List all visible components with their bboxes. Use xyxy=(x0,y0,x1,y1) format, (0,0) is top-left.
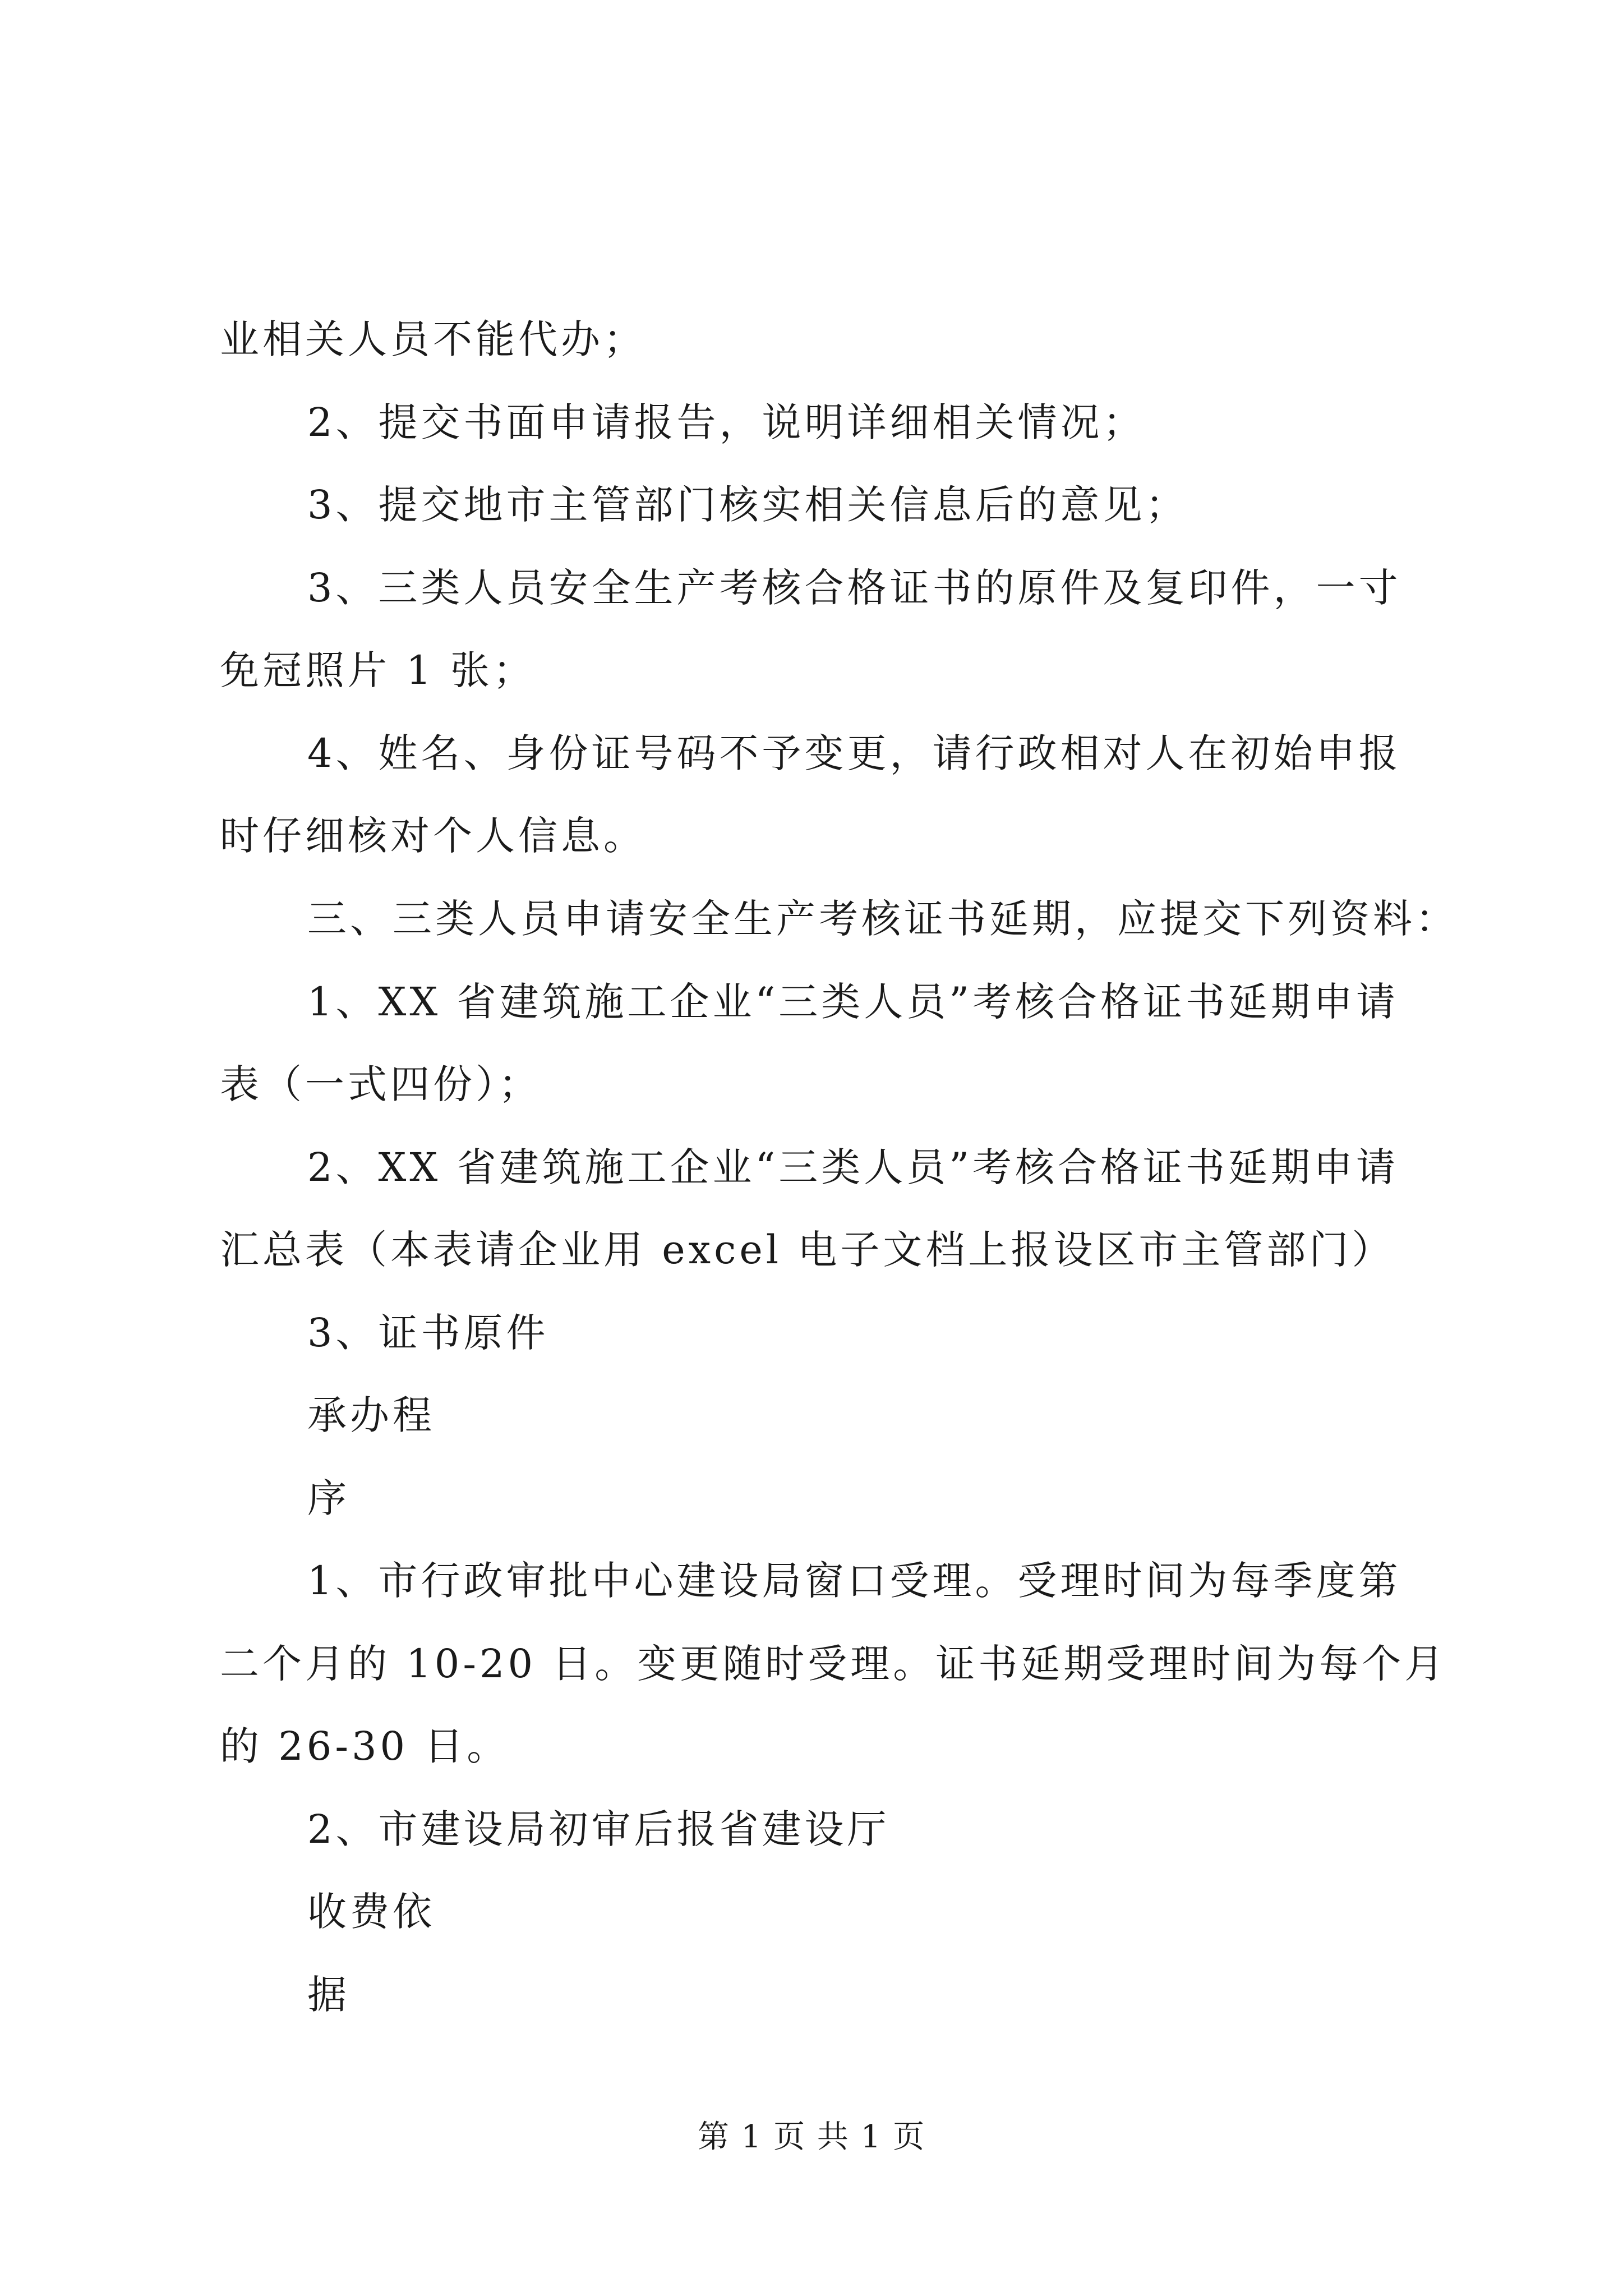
paragraph-line: 承办程 xyxy=(307,1392,435,1438)
paragraph-line: 时仔细核对个人信息。 xyxy=(220,813,646,859)
paragraph-line: 3、证书原件 xyxy=(307,1310,549,1356)
paragraph-line: 汇总表（本表请企业用 excel 电子文档上报设区市主管部门） xyxy=(220,1227,1395,1273)
paragraph-line: 业相关人员不能代办； xyxy=(220,316,646,362)
paragraph-line: 4、姓名、身份证号码不予变更，请行政相对人在初始申报 xyxy=(307,730,1401,776)
paragraph-line: 3、提交地市主管部门核实相关信息后的意见； xyxy=(307,482,1188,528)
paragraph-line: 2、市建设局初审后报省建设厅 xyxy=(307,1806,890,1852)
paragraph-line: 2、XX 省建筑施工企业“三类人员”考核合格证书延期申请 xyxy=(307,1144,1399,1190)
paragraph-line: 二个月的 10-20 日。变更随时受理。证书延期受理时间为每个月 xyxy=(220,1641,1447,1687)
paragraph-line: 2、提交书面申请报告，说明详细相关情况； xyxy=(307,399,1146,445)
paragraph-line: 三、三类人员申请安全生产考核证书延期，应提交下列资料： xyxy=(307,896,1458,942)
paragraph-line: 1、XX 省建筑施工企业“三类人员”考核合格证书延期申请 xyxy=(307,979,1399,1025)
paragraph-line: 序 xyxy=(307,1475,350,1521)
paragraph-line: 免冠照片 1 张； xyxy=(220,647,536,693)
paragraph-line: 表（一式四份）； xyxy=(220,1061,541,1107)
page-footer: 第 1 页 共 1 页 xyxy=(697,2119,926,2155)
paragraph-line: 的 26-30 日。 xyxy=(220,1723,510,1769)
paragraph-line: 1、市行政审批中心建设局窗口受理。受理时间为每季度第 xyxy=(307,1558,1401,1604)
paragraph-line: 据 xyxy=(307,1972,350,2018)
paragraph-line: 3、三类人员安全生产考核合格证书的原件及复印件，一寸 xyxy=(307,565,1401,611)
paragraph-line: 收费依 xyxy=(307,1889,435,1935)
